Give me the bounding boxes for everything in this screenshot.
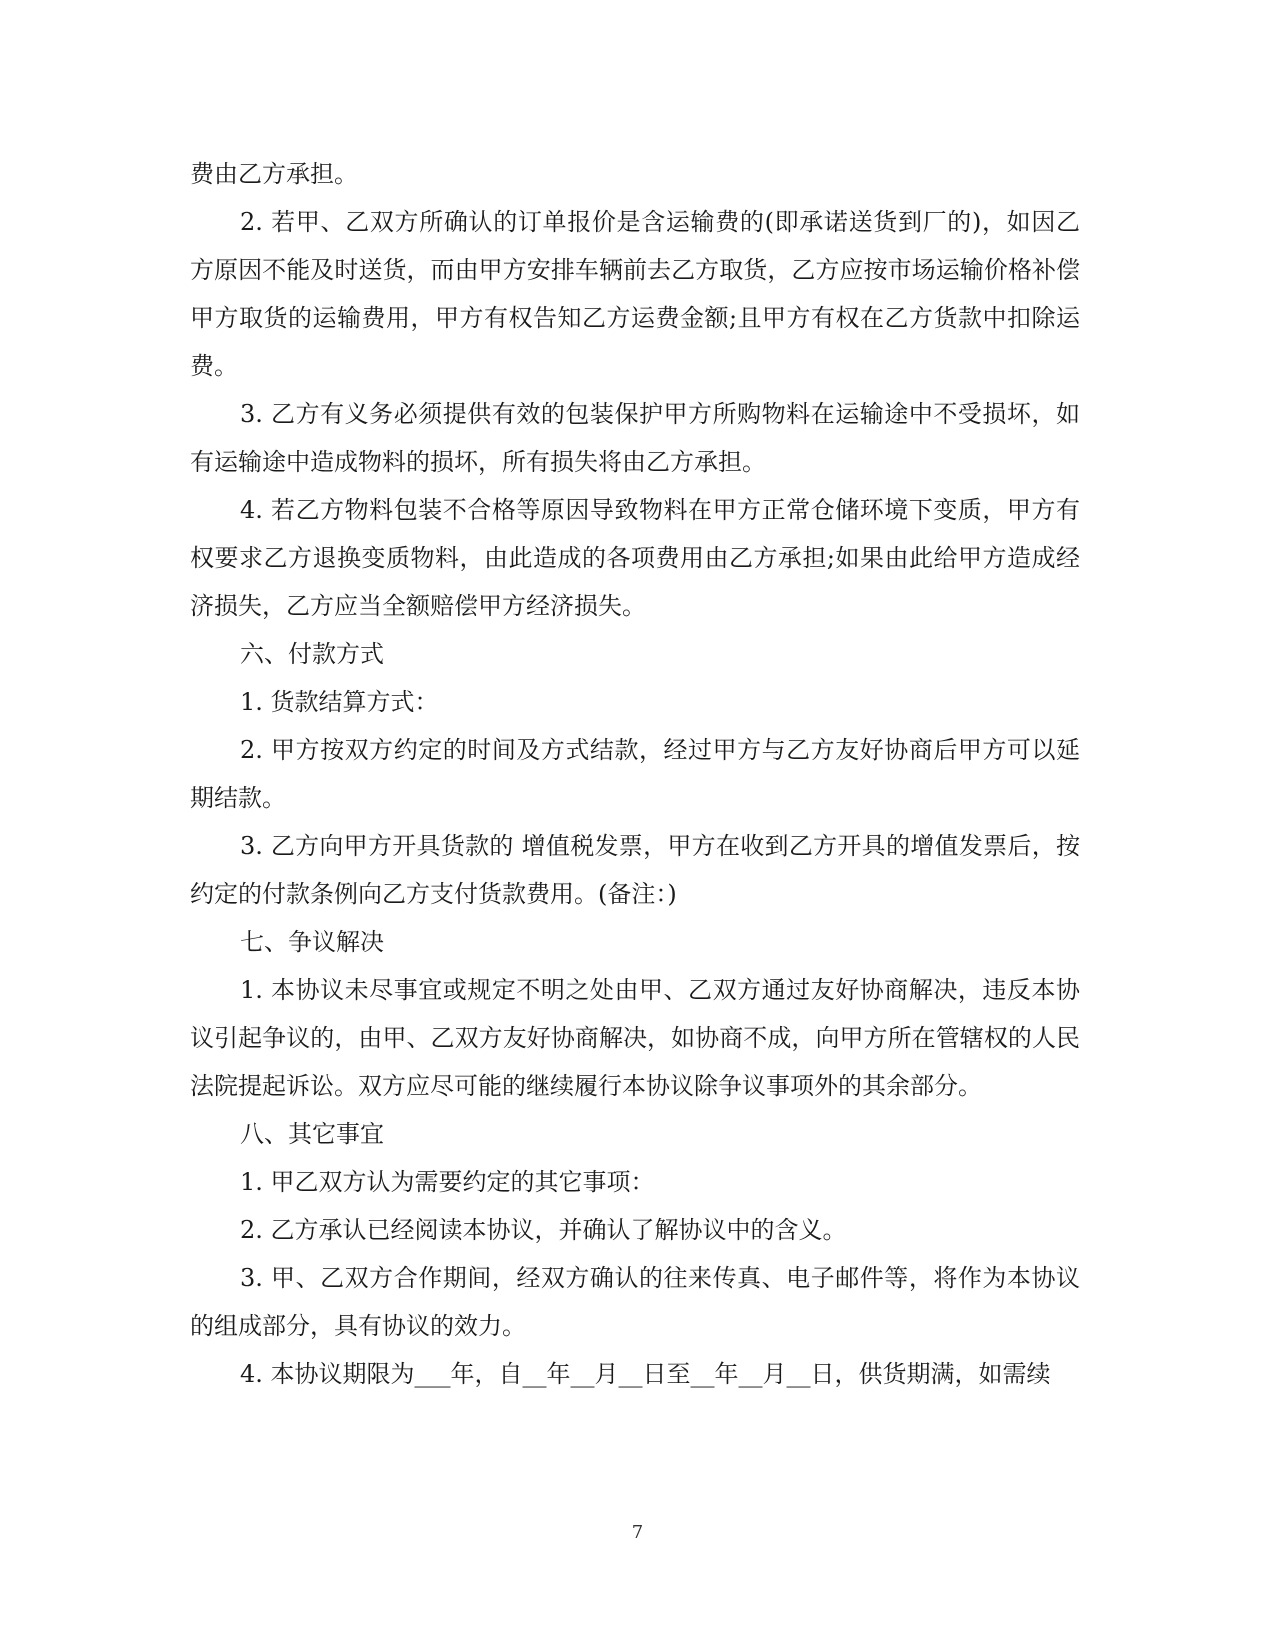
- paragraph-payment-terms: 2. 甲方按双方约定的时间及方式结款，经过甲方与乙方友好协商后甲方可以延期结款。: [190, 736, 1080, 812]
- paragraph-dispute-resolution: 1. 本协议未尽事宜或规定不明之处由甲、乙双方通过友好协商解决，违反本协议引起争议的，由甲、乙双方友好协商解决，如协商不成，向甲方所在管辖权的人民法院提起诉讼。双方应尽可能的继续履行本协议除争议事项外的其余部分。: [190, 976, 1080, 1100]
- paragraph-acknowledgement: 2. 乙方承认已经阅读本协议，并确认了解协议中的含义。: [240, 1216, 847, 1244]
- document-body: [190, 150, 1080, 1398]
- paragraph-term: 4. 本协议期限为___年，自__年__月__日至__年__月__日，供货期满，如需续: [240, 1360, 1051, 1388]
- paragraph-clause-transport-fee: 2. 若甲、乙双方所确认的订单报价是含运输费的(即承诺送货到厂的)，如因乙方原因不能及时送货，而由甲方安排车辆前去乙方取货，乙方应按市场运输价格补偿甲方取货的运输费用，甲方有权告知乙方运费金额;且甲方有权在乙方货款中扣除运费。: [190, 208, 1080, 380]
- section-heading-other: 八、其它事宜: [240, 1120, 384, 1148]
- page-number: 7: [631, 1522, 644, 1543]
- paragraph-other-matters: 1. 甲乙双方认为需要约定的其它事项：: [240, 1168, 655, 1196]
- paragraph-payment-method: 1. 货款结算方式：: [240, 688, 439, 716]
- paragraph-payment-invoice: 3. 乙方向甲方开具货款的 增值税发票，甲方在收到乙方开具的增值发票后，按约定的付款条例向乙方支付货款费用。(备注：): [190, 832, 1080, 908]
- paragraph-clause-spoilage: 4. 若乙方物料包装不合格等原因导致物料在甲方正常仓储环境下变质，甲方有权要求乙方退换变质物料，由此造成的各项费用由乙方承担;如果由此给甲方造成经济损失，乙方应当全额赔偿甲方经济损失。: [190, 496, 1080, 620]
- section-heading-payment: 六、付款方式: [240, 640, 384, 668]
- paragraph-correspondence: 3. 甲、乙双方合作期间，经双方确认的往来传真、电子邮件等，将作为本协议的组成部分，具有协议的效力。: [190, 1264, 1080, 1340]
- paragraph-clause-packaging: 3. 乙方有义务必须提供有效的包装保护甲方所购物料在运输途中不受损坏，如有运输途中造成物料的损坏，所有损失将由乙方承担。: [190, 400, 1080, 476]
- section-heading-dispute: 七、争议解决: [240, 928, 384, 956]
- paragraph-continuation: 费由乙方承担。: [190, 160, 358, 188]
